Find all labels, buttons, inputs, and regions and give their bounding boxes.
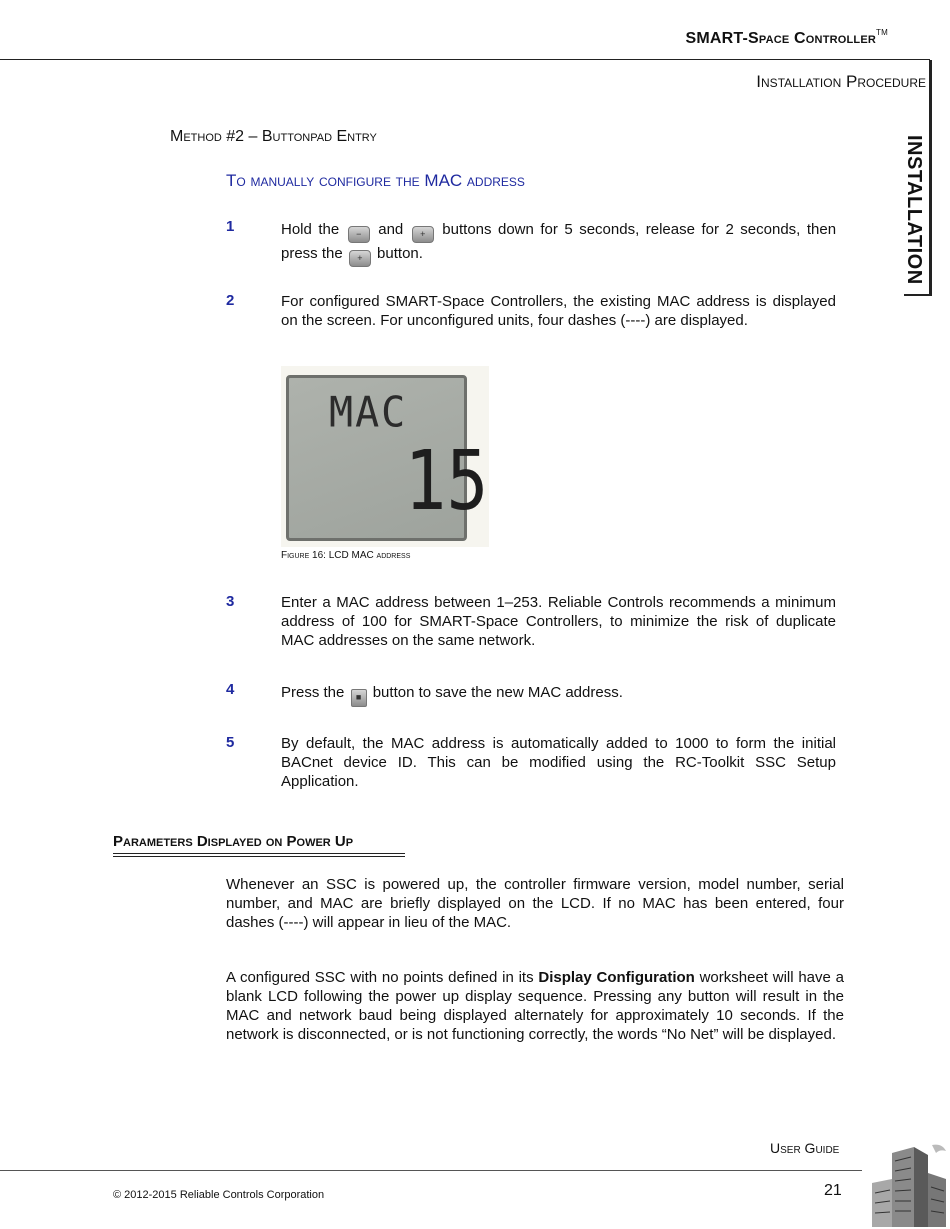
- copyright: © 2012-2015 Reliable Controls Corporation: [113, 1189, 325, 1201]
- section-title: Installation Procedure: [756, 72, 926, 91]
- figure-caption: Figure 16: LCD MAC address: [281, 550, 411, 561]
- page-number: 21: [824, 1182, 842, 1199]
- step-text: By default, the MAC address is automatically added to 1000 to form the initial BACnet device ID. This can be modified using the RC-Toolkit SSC Setup Application.: [281, 735, 836, 790]
- step-number: 1: [226, 218, 235, 235]
- lcd-value: 15: [404, 434, 489, 529]
- lcd-label: MAC: [329, 388, 408, 438]
- step-text-part: Hold the: [281, 221, 340, 238]
- procedure-subheading: To manually configure the MAC address: [226, 171, 525, 190]
- paragraph-part: A configured SSC with no points defined in its: [226, 969, 539, 986]
- side-tab: [902, 135, 932, 295]
- step-text-part: button.: [377, 245, 423, 262]
- lcd-screen: [286, 375, 489, 541]
- lcd-figure: [281, 366, 489, 547]
- section-heading: Parameters Displayed on Power Up: [113, 833, 354, 850]
- document-title-text: SMART-Space Controller: [685, 30, 877, 47]
- footer-guide-label: User Guide: [770, 1140, 840, 1156]
- step-text: [281, 683, 836, 707]
- paragraph-bold-part: Display Configuration: [538, 969, 695, 986]
- paragraph: Whenever an SSC is powered up, the controller firmware version, model number, serial number, and MAC are briefly displayed on the LCD. If no MAC has been entered, four dashes (----) will appear in lieu of the MAC.: [226, 876, 844, 931]
- document-title: [685, 30, 888, 48]
- step-text: Enter a MAC address between 1–253. Reliable Controls recommends a minimum address of 100 for SMART-Space Controllers, to minimize the risk of duplicate MAC addresses on the same network.: [281, 594, 836, 649]
- step-number: 4: [226, 681, 235, 698]
- footer-rule: [0, 1170, 866, 1171]
- step-text-part: Press the: [281, 684, 345, 701]
- paragraph: [226, 968, 844, 1044]
- section-heading-underline: [113, 853, 405, 857]
- header-rule: [0, 59, 930, 60]
- step-text: [281, 219, 836, 267]
- step-text-part: button to save the new MAC address.: [372, 684, 623, 701]
- step-text-part: and: [378, 221, 404, 238]
- side-tab-label: INSTALLATION: [903, 135, 925, 285]
- minus-button-icon: −: [348, 226, 370, 243]
- trademark-symbol: TM: [876, 28, 888, 37]
- step-number: 3: [226, 593, 235, 610]
- building-logo-icon: [862, 1143, 948, 1227]
- step-number: 5: [226, 734, 235, 751]
- paragraph-part: worksheet will have a blank LCD following the power up display sequence. Pressing any button will result in the MAC and network baud being displayed alternately for approximately 10 seconds. If the network is disconnected, or is not functioning correctly, the words “No Net” will be displayed.: [226, 969, 844, 1043]
- step-number: 2: [226, 292, 235, 309]
- method-heading: Method #2 – Buttonpad Entry: [170, 128, 377, 145]
- plus-button-icon: +: [349, 250, 371, 267]
- step-text-part: buttons down for 5 seconds, release for 2 seconds, then press the: [281, 221, 837, 262]
- step-text: For configured SMART-Space Controllers, the existing MAC address is displayed on the screen. For unconfigured units, four dashes (----) are displayed.: [281, 293, 836, 329]
- plus-button-icon: +: [412, 226, 434, 243]
- square-button-icon: ■: [351, 689, 367, 707]
